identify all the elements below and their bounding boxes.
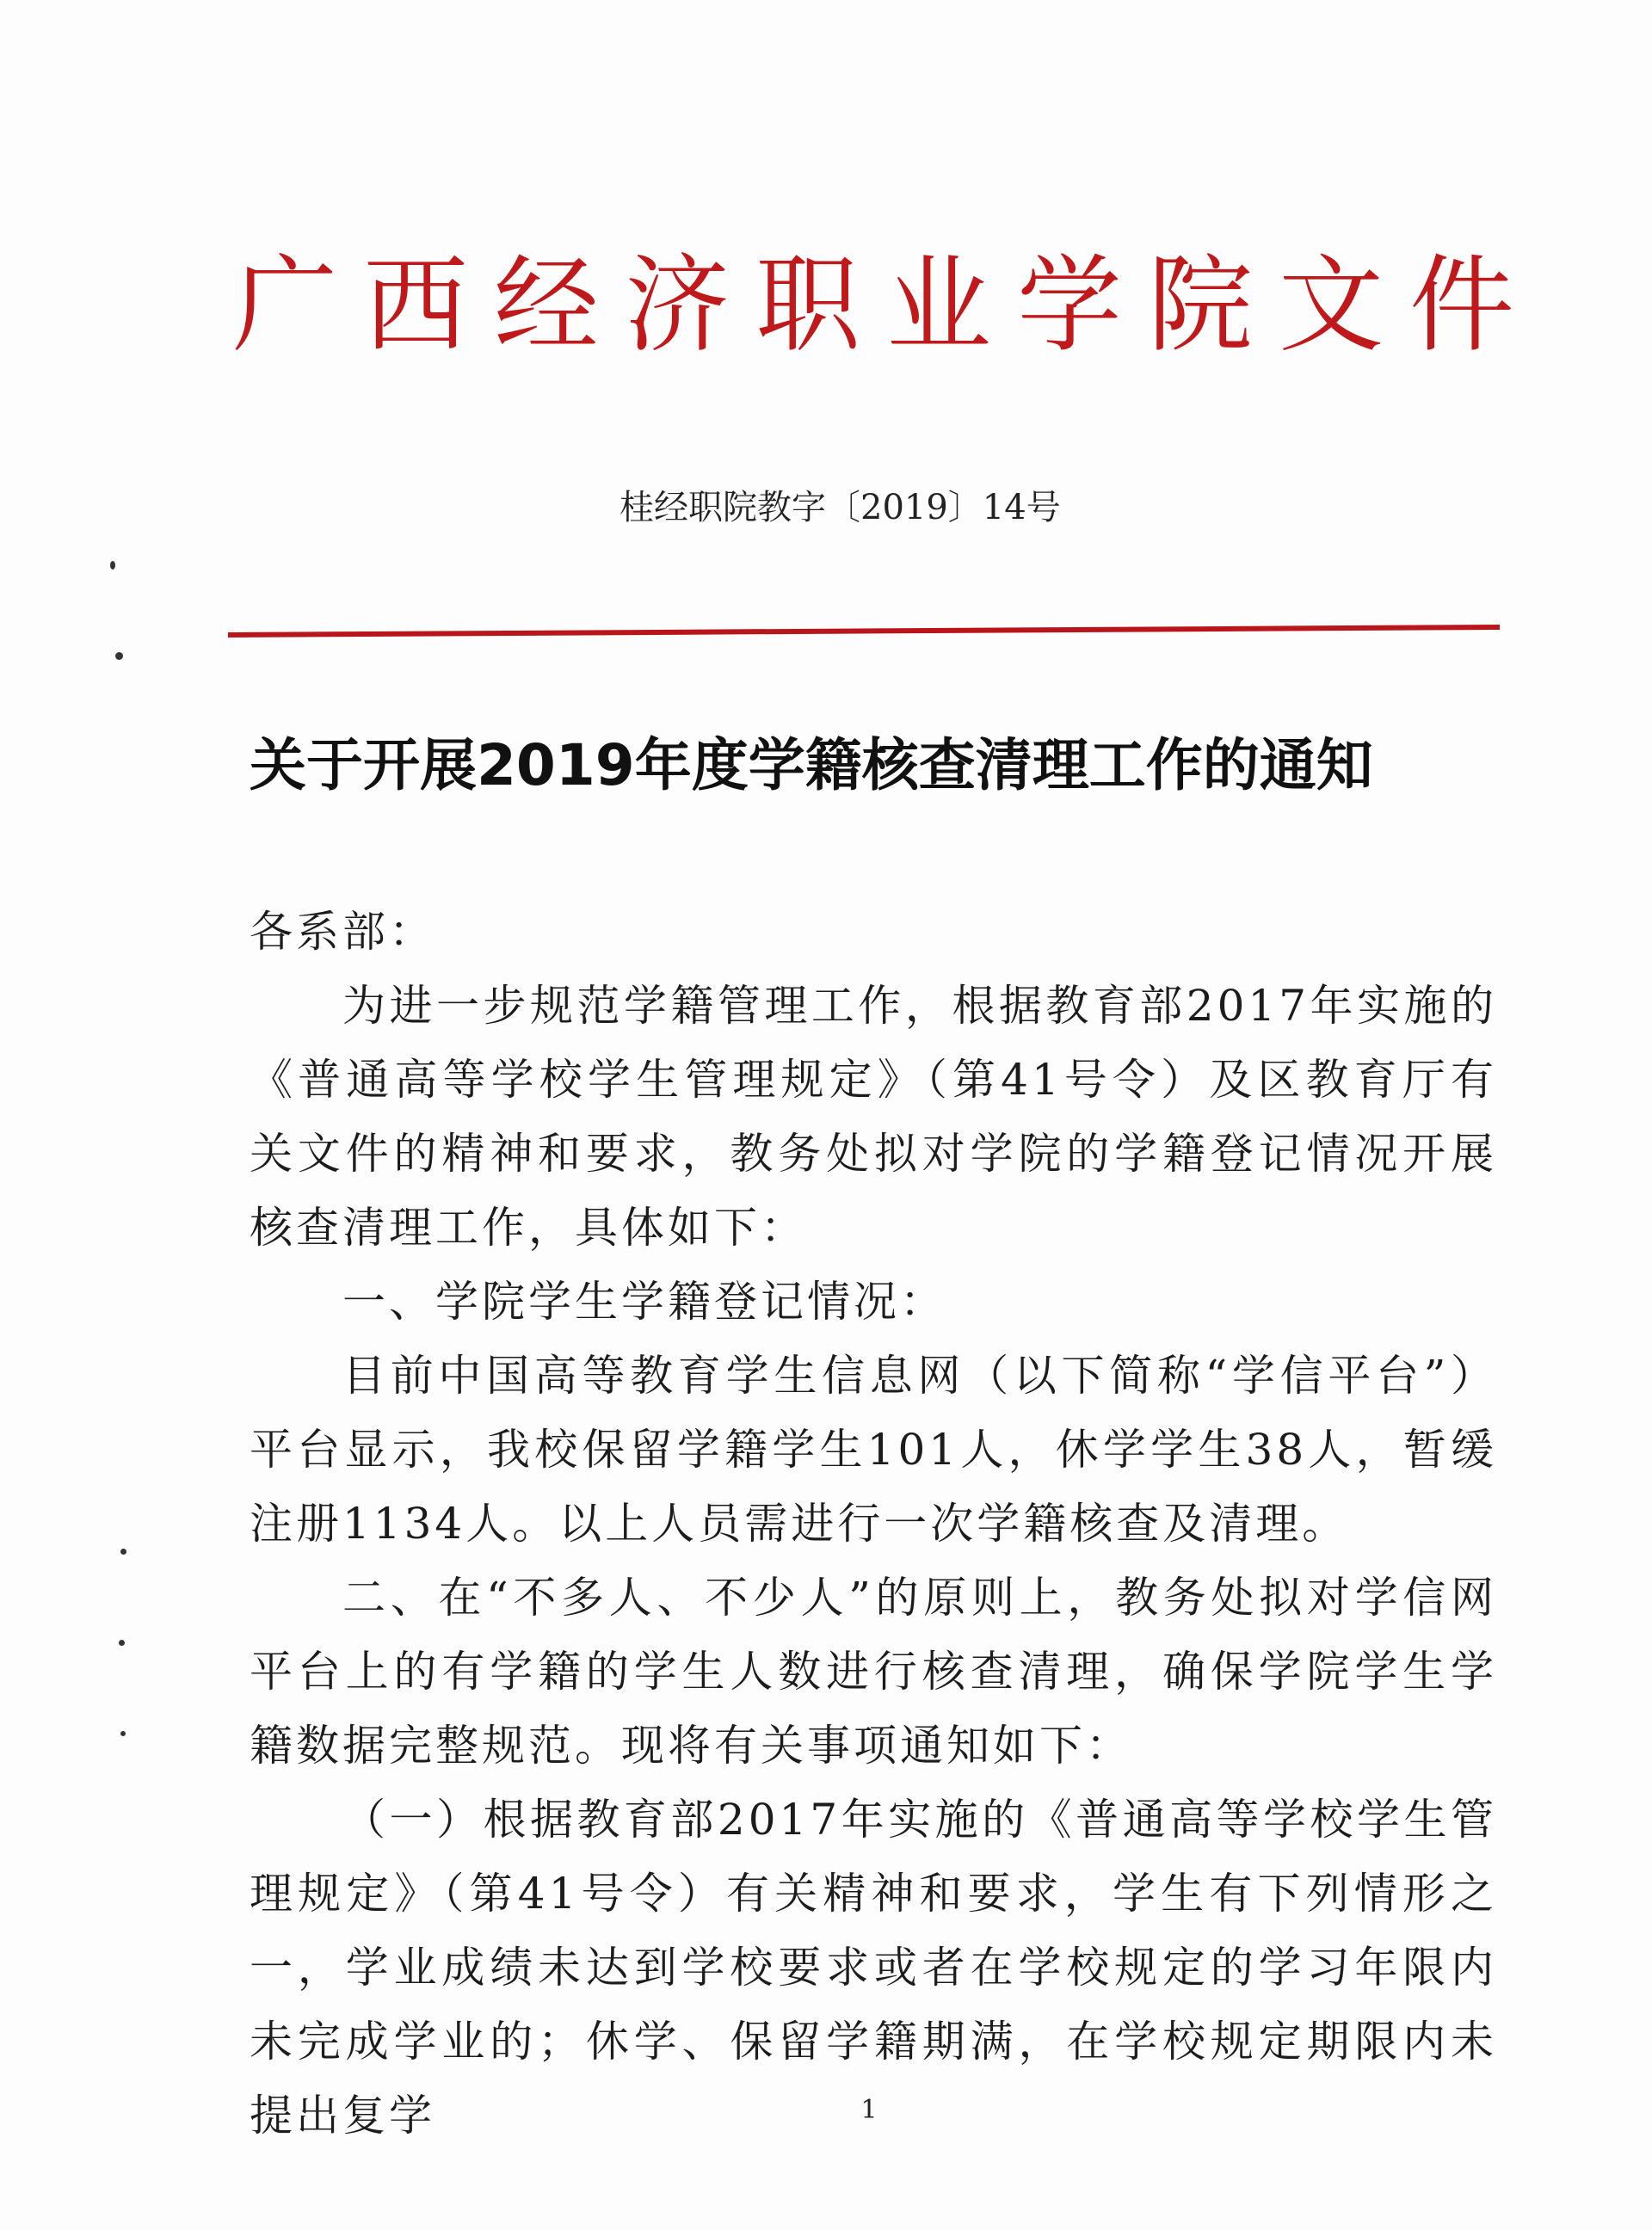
- page-number: 1: [860, 2095, 878, 2125]
- paragraph-intro: 为进一步规范学籍管理工作，根据教育部2017年实施的《普通高等学校学生管理规定》（第41号令）及区教育厅有关文件的精神和要求，教务处拟对学院的学籍登记情况开展核查清理工作，具体如下：: [250, 981, 1497, 1253]
- masthead-title: 广西经济职业学院文件: [232, 244, 1540, 367]
- scan-speck: [120, 1731, 126, 1736]
- document-body: [250, 895, 1497, 2153]
- salutation: 各系部：: [250, 907, 435, 957]
- scan-speck: [110, 561, 115, 570]
- paragraph-item-1: （一）根据教育部2017年实施的《普通高等学校学生管理规定》（第41号令）有关精神和要求，学生有下列情形之一，学业成绩未达到学校要求或者在学校规定的学习年限内未完成学业的；休学、保留学籍期满，在学校规定期限内未提出复学: [250, 1795, 1497, 2141]
- scan-speck: [115, 652, 123, 660]
- paragraph-section-1-body: 目前中国高等教育学生信息网（以下简称“学信平台”）平台显示，我校保留学籍学生101人，休学学生38人，暂缓注册1134人。以上人员需进行一次学籍核查及清理。: [250, 1351, 1497, 1549]
- document-number: 桂经职院教字〔2019〕14号: [620, 488, 1061, 527]
- paragraph-section-1-heading: 一、学院学生学籍登记情况：: [342, 1277, 946, 1327]
- paragraph-section-2: 二、在“不多人、不少人”的原则上，教务处拟对学信网平台上的有学籍的学生人数进行核查清理，确保学院学生学籍数据完整规范。现将有关事项通知如下：: [250, 1573, 1497, 1771]
- notice-title: 关于开展2019年度学籍核查清理工作的通知: [250, 732, 1373, 798]
- red-divider-line: [228, 625, 1500, 638]
- scan-speck: [120, 1549, 126, 1555]
- scan-speck: [119, 1640, 125, 1646]
